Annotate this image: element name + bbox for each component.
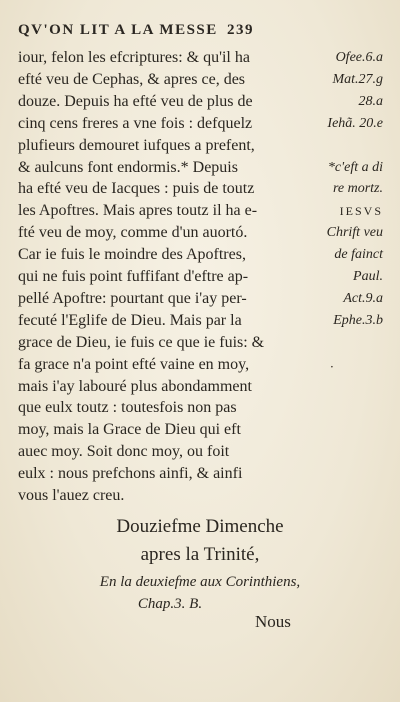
line-text: & aulcuns font endormis.* Depuis (18, 158, 238, 176)
line-text: qui ne fuis point fuffifant d'eftre ap- (18, 268, 249, 285)
text-line (0, 158, 400, 178)
line-text: efté veu de Cephas, & apres ce, des (18, 70, 246, 88)
marginal-note: Ofee.6.a (335, 50, 383, 65)
line-text: douze. Depuis ha efté veu de plus de (18, 92, 253, 110)
text-line (0, 311, 400, 331)
marginal-note: Paul. (353, 269, 383, 284)
text-line (0, 92, 400, 112)
text-line (0, 114, 400, 134)
text-line (0, 136, 400, 156)
text-line (0, 398, 400, 418)
line-text: pellé Apoftre: pourtant que i'ay per- (18, 289, 247, 307)
running-title: QV'ON LIT A LA MESSE (18, 22, 218, 38)
line-text: que eulx toutz : toutesfois non pas (18, 399, 237, 417)
marginal-note: *c'eft a di (327, 159, 383, 175)
line-text: vous l'auez creu. (18, 487, 125, 504)
line-text: fa grace n'a point efté vaine en moy, (18, 355, 250, 373)
marginal-note: re mortz. (332, 181, 383, 197)
line-text: fté veu de moy, comme d'un auortó. (18, 224, 248, 242)
text-line (0, 420, 400, 440)
marginal-note: Act.9.a (343, 290, 383, 306)
line-text: iour, felon les efcriptures: & qu'il ha (18, 49, 250, 66)
text-line (0, 486, 400, 506)
text-line (0, 245, 400, 265)
text-line (0, 267, 400, 287)
marginal-note: de fainct (334, 247, 383, 263)
text-line (0, 464, 400, 484)
text-line (0, 289, 400, 309)
marginal-note: IESVS (339, 204, 383, 219)
marginal-note: Ephe.3.b (333, 312, 383, 328)
line-text: ha efté veu de Iacques : puis de toutz (18, 180, 255, 198)
section-subtitle-line-2: Chap.3. B. (137, 596, 203, 612)
page-number: 239 (227, 22, 255, 38)
catchword: Nous (255, 612, 291, 631)
line-text: Car ie fuis le moindre des Apoftres, (18, 246, 246, 264)
marginal-note: Chrift veu (326, 225, 383, 241)
text-line (0, 333, 400, 353)
section-title-line-2: apres la Trinité, (140, 544, 260, 565)
line-text: grace de Dieu, ie fuis ce que ie fuis: & (18, 333, 265, 351)
marginal-note: Iehã. 20.e (327, 115, 383, 131)
text-line (0, 223, 400, 243)
text-line (0, 70, 400, 90)
line-text: eulx : nous prefchons ainfi, & ainfi (18, 465, 243, 483)
text-line (0, 377, 400, 397)
line-text: auec moy. Soit donc moy, ou foit (18, 443, 230, 461)
line-text: plufieurs demouret iufques a prefent, (18, 136, 255, 154)
text-line (0, 48, 400, 68)
text-line (0, 355, 400, 375)
section-title-line-1: Douziefme Dimenche (116, 516, 284, 537)
line-text: cinq cens freres a vne fois : defquelz (18, 114, 253, 132)
printer-mark: · (330, 360, 334, 374)
text-line (0, 442, 400, 462)
marginal-note: 28.a (358, 93, 383, 109)
line-text: mais i'ay labouré plus abondamment (18, 377, 252, 395)
marginal-note: Mat.27.g (332, 71, 383, 87)
line-text: moy, mais la Grace de Dieu qui eft (18, 421, 241, 439)
line-text: fecuté l'Eglife de Dieu. Mais par la (18, 311, 242, 329)
line-text: les Apoftres. Mais apres toutz il ha e- (18, 202, 258, 220)
section-subtitle-line-1: En la deuxiefme aux Corinthiens, (99, 574, 301, 590)
text-line (0, 179, 400, 199)
text-line (0, 201, 400, 221)
